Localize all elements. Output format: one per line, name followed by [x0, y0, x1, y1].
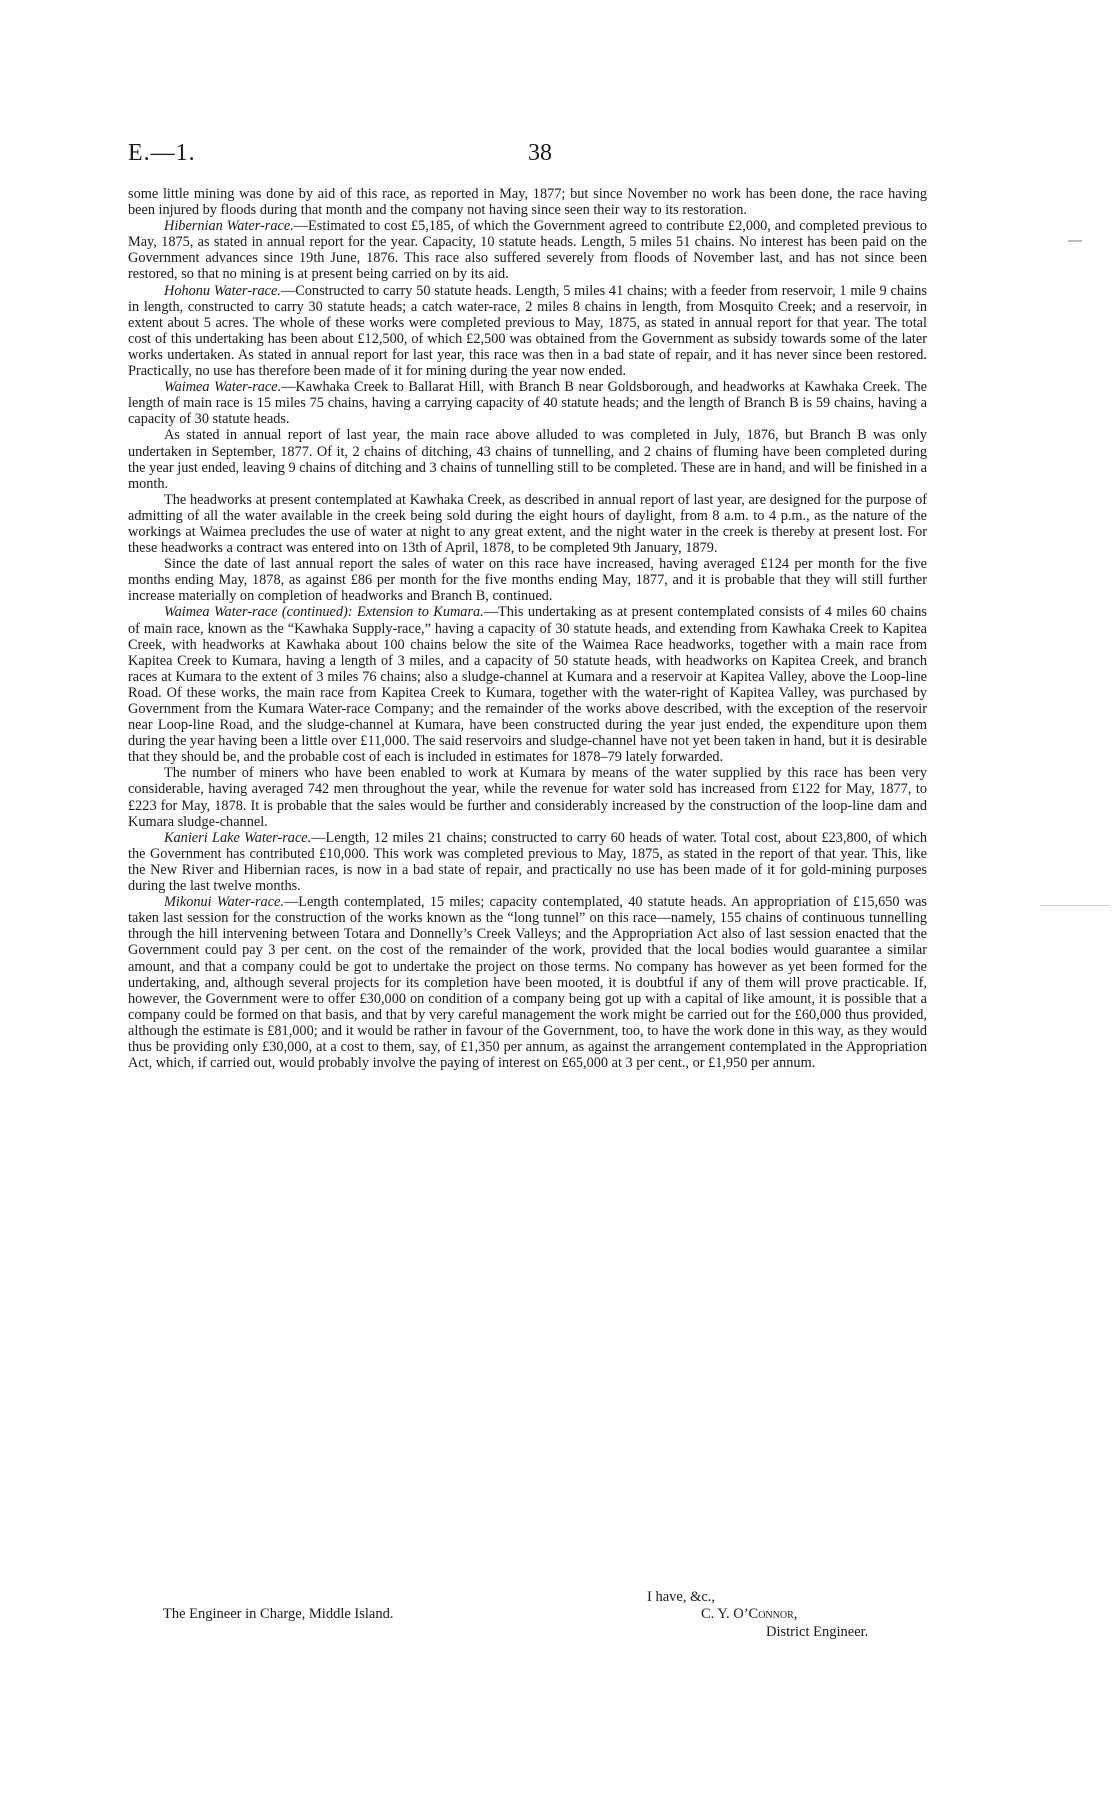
paragraph-waimea — [128, 379, 927, 427]
page-number: 38 — [528, 140, 552, 166]
margin-mark — [1040, 905, 1110, 906]
document-reference: E.—1. — [128, 140, 196, 166]
letter-closing — [128, 1589, 927, 1649]
paragraph-kanieri — [128, 830, 927, 894]
page-header — [128, 140, 914, 170]
paragraph-waimea-sales: Since the date of last annual report the sales of water on this race have increased, having averaged £124 per month for the five months ending May, 1878, as against £86 per month for the five months ending May, 1877, and it is probable that they will still further increase materially on completion of headworks and Branch B, continued. — [128, 556, 927, 605]
paragraph-text: —Length, 12 miles 21 chains; constructed to carry 60 heads of water. Total cost, about £23,800, of which the Government has contributed £10,000. This work was completed previous to May, 1875, as stated in the report of that year. This, like the New River and Hibernian races, is now in a bad state of repair, and practically no use has been made of it for gold-mining purposes during the last twelve months. — [128, 829, 927, 895]
paragraph-hohonu — [128, 283, 927, 380]
paragraph-waimea-branch-b: As stated in annual report of last year, the main race above alluded to was completed in July, 1876, but Branch B was only undertaken in September, 1877. Of it, 2 chains of ditching, 43 chains of tunnelling, and 2 chains of fluming have been completed during the year just ended, leaving 9 chains of ditching and 3 chains of tunnelling still to be completed. These are in hand, and will be finished in a month. — [128, 427, 927, 492]
paragraph-text: —Length contemplated, 15 miles; capacity contemplated, 40 statute heads. An appropriation of £15,650 was taken last session for the construction of the works known as the “long tunnel” on this race—namely, 155 chains of continuous tunnelling through the hill intervening between Totara and Donnelly’s Creek Valleys; and the Appropriation Act also of last session enacted that the Government could pay 3 per cent. on the cost of the remainder of the work, provided that the local bodies would guarantee a similar amount, and that a company could be got to undertake the project on those terms. No company has however as yet been formed for the undertaking, and, although several projects for its completion have been mooted, it is doubtful if any of them will prove practicable. If, however, the Government were to offer £30,000 on condition of a company being got up with a capital of like amount, it is possible that a company could be formed on that basis, and that by very careful management the work might be carried out for the £60,000 thus provided, although the estimate is £81,000; and it would be rather in favour of the Government, too, to have the work done in this way, as they would thus be providing only £30,000, at a cost to them, say, of £1,350 per annum, as against the arrangement contemplated in the Appropriation Act, which, if carried out, would probably involve the paying of interest on £65,000 at 3 per cent., or £1,950 per annum. — [128, 894, 927, 1072]
signature: C. Y. O’Connor, — [701, 1606, 798, 1622]
paragraph-text: —Constructed to carry 50 statute heads. Length, 5 miles 41 chains; with a feeder from reservoir, 1 mile 9 chains in length, constructed to carry 30 statute heads; a catch water-race, 2 miles 8 chains in length, from Mosquito Creek; and a reservoir, in extent about 5 acres. The whole of these works were completed previous to May, 1875, as stated in annual report for that year. The total cost of this undertaking has been about £12,500, of which £2,500 was obtained from the Government as subsidy towards some of the later works undertaken. As stated in annual report for last year, this race was then in a bad state of repair, and it has never since been restored. Practically, no use has therefore been made of it for mining during the year now ended. — [128, 282, 927, 380]
paragraph-text: —Estimated to cost £5,185, of which the Government agreed to contribute £2,000, and completed previous to May, 1875, as stated in annual report for the year. Capacity, 10 statute heads. Length, 5 miles 51 chains. No interest has been paid on the Government advances since 19th June, 1876. This race also suffered severely from floods of November last, and has not since been restored, so that no mining is at present being carried on by its aid. — [128, 218, 927, 283]
paragraph-mikonui — [128, 894, 927, 1071]
paragraph-waimea-headworks: The headworks at present contemplated at Kawhaka Creek, as described in annual report of last year, are designed for the purpose of admitting of all the water available in the creek being sold during the eight hours of daylight, from 8 a.m. to 4 p.m., as the nature of the workings at Waimea precludes the use of water at night to any great extent, and the night water in the creek is thereby at present lost. For these headworks a contract was entered into on 13th of April, 1878, to be completed 9th January, 1879. — [128, 491, 927, 557]
paragraph-hibernian — [128, 218, 927, 282]
heading-hohonu: Hohonu Water-race. — [164, 282, 281, 299]
signatory-title: District Engineer. — [766, 1624, 869, 1640]
paragraph-new-river-continued: some little mining was done by aid of this race, as reported in May, 1877; but since November no work has been done, the race having been injured by floods during that month and the company not having since seen their way to its restoration. — [128, 186, 927, 219]
heading-kanieri: Kanieri Lake Water-race. — [164, 829, 312, 846]
heading-hibernian: Hibernian Water-race. — [164, 218, 294, 235]
paragraph-text: —This undertaking as at present contemplated consists of 4 miles 60 chains of main race, known as the “Kawhaka Supply-race,” having a capacity of 30 statute heads, and extending from Kawhaka Creek to Kapitea Creek, with headworks at Kawhaka about 100 chains below the site of the Waimea Race headworks, together with a main race from Kapitea Creek to Kumara, having a length of 3 miles, and a capacity of 50 statute heads, with headworks on Kapitea Creek, and branch races at Kumara to the extent of 3 miles 76 chains; also a sludge-channel at Kumara and a reservoir at Kapitea Valley, above the Loop-line Road. Of these works, the main race from Kapitea Creek to Kumara, together with the water-right of Kapitea Valley, was purchased by Government from the Kumara Water-race Company; and the remainder of the works above described, with the exception of the reservoir near Loop-line Road, and the sludge-channel at Kumara, have been constructed during the year just ended, the expenditure upon them during the year having been a little over £11,000. The said reservoirs and sludge-channel have not yet been taken in hand, but it is desirable that they should be, and the probable cost of each is included in estimates for 1878–79 lately forwarded. — [128, 604, 927, 766]
report-body — [128, 186, 927, 1071]
salutation: I have, &c., — [647, 1589, 716, 1605]
heading-waimea-continued: Waimea Water-race (continued): Extension to Kumara. — [164, 604, 484, 621]
addressee: The Engineer in Charge, Middle Island. — [163, 1606, 394, 1622]
heading-mikonui: Mikonui Water-race. — [164, 894, 284, 911]
paragraph-kumara-extension — [128, 604, 927, 765]
paragraph-kumara-miners: The number of miners who have been enabled to work at Kumara by means of the water supplied by this race has been very considerable, having averaged 742 men throughout the year, while the revenue for water sold has increased from £122 for May, 1877, to £223 for May, 1878. It is probable that the sales would be further and considerably increased by the construction of the loop-line dam and Kumara sludge-channel. — [128, 765, 927, 830]
paragraph-text: —Kawhaka Creek to Ballarat Hill, with Branch B near Goldsborough, and headworks at Kawhaka Creek. The length of main race is 15 miles 75 chains, having a carrying capacity of 40 statute heads; and the length of Branch B is 59 chains, having a capacity of 30 statute heads. — [128, 379, 927, 428]
heading-waimea: Waimea Water-race. — [164, 379, 282, 396]
margin-mark — [1068, 240, 1082, 242]
